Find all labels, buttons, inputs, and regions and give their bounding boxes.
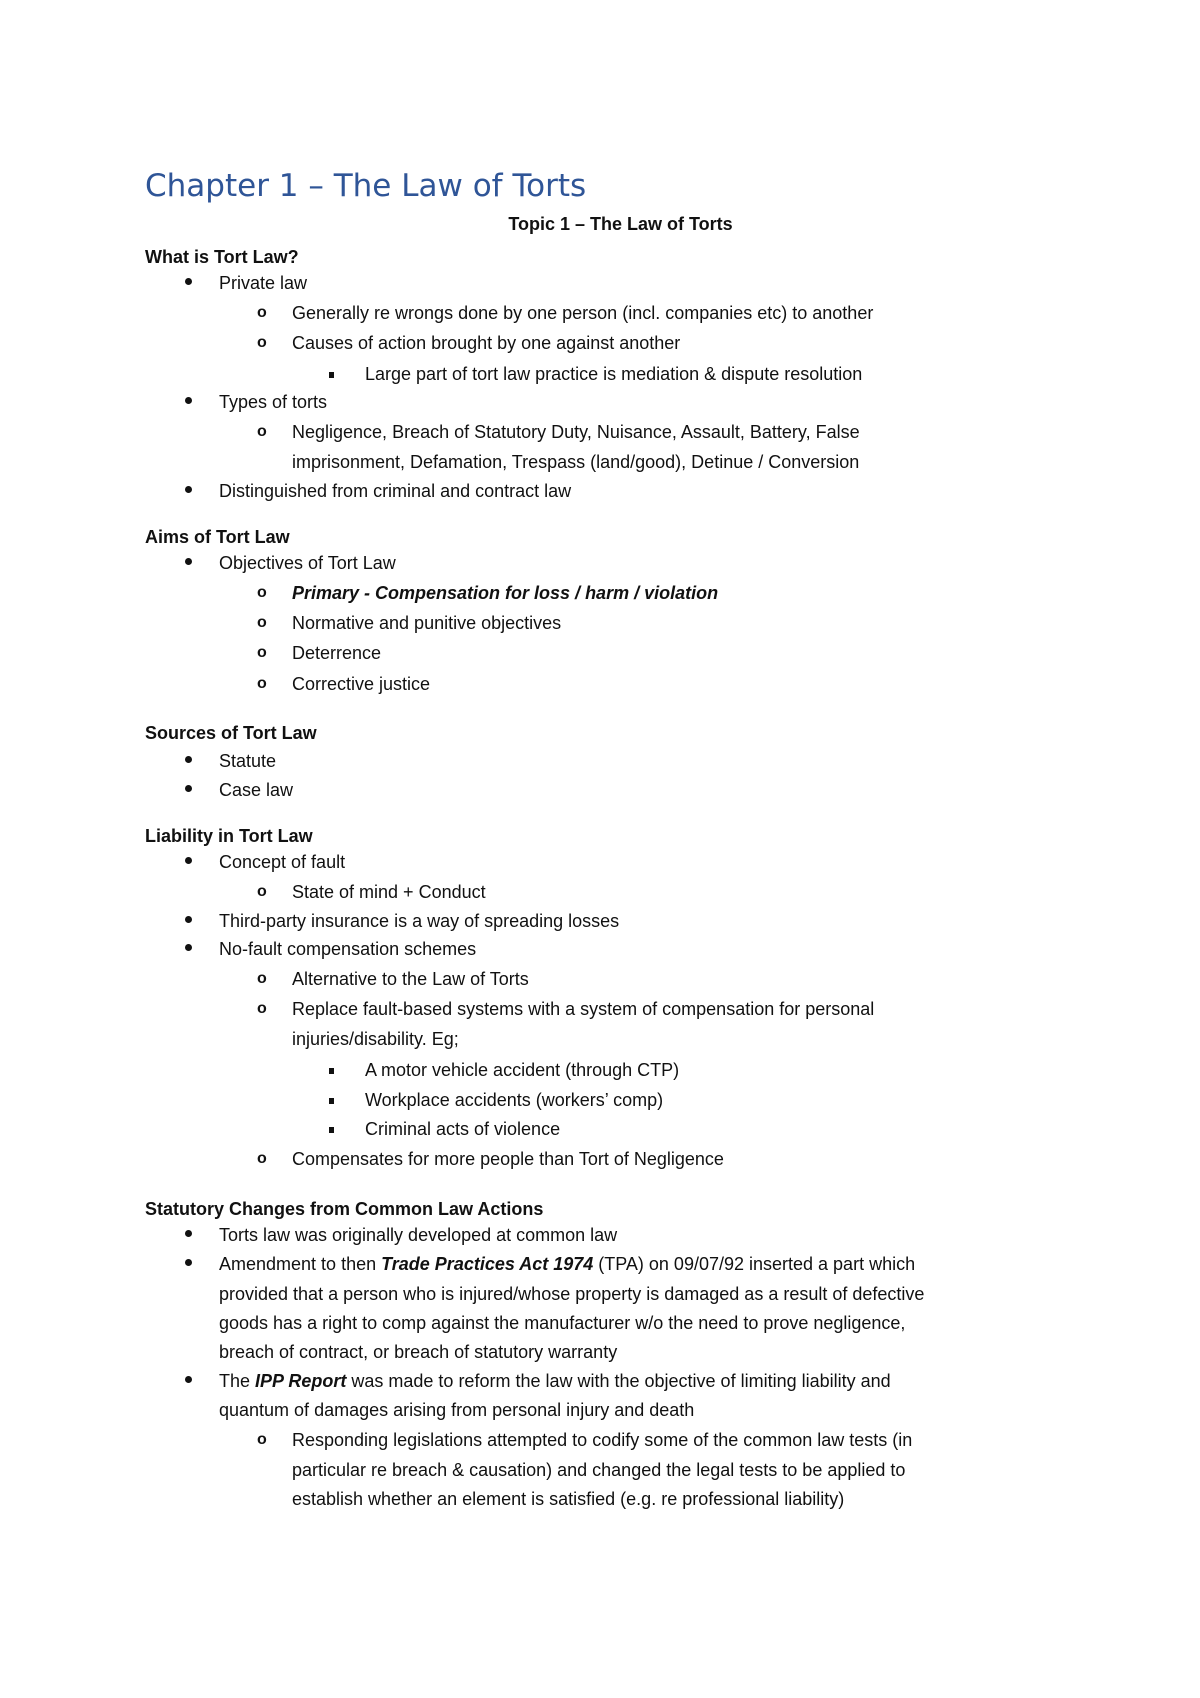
list-item: No-fault compensation schemes: [219, 939, 477, 959]
list-item: Criminal acts of violence: [365, 1119, 561, 1139]
list-item-continuation: breach of contract, or breach of statutory warranty: [219, 1342, 618, 1362]
list-item: Case law: [219, 780, 294, 800]
list-item: Torts law was originally developed at common law: [219, 1225, 618, 1245]
list-item: [219, 1252, 915, 1276]
list-item-emphasis: Primary - Compensation for loss / harm / violation: [292, 583, 719, 603]
bullet-dot-icon: [185, 944, 192, 951]
topic-subtitle: Topic 1 – The Law of Torts: [508, 214, 733, 234]
list-item: Corrective justice: [292, 674, 431, 694]
list-item: [219, 1369, 891, 1393]
list-item: State of mind + Conduct: [292, 882, 486, 902]
list-item: Replace fault-based systems with a system of compensation for personal: [292, 999, 875, 1019]
text-run: was made to reform the law with the objective of limiting liability and: [346, 1371, 891, 1391]
list-item-continuation: imprisonment, Defamation, Trespass (land/good), Detinue / Conversion: [292, 452, 860, 472]
bullet-circle-icon: o: [257, 675, 267, 692]
bullet-circle-icon: o: [257, 584, 267, 601]
bullet-square-icon: [329, 1127, 334, 1133]
list-item: Deterrence: [292, 643, 382, 663]
bullet-circle-icon: o: [257, 1431, 267, 1448]
bullet-dot-icon: [185, 486, 192, 493]
list-item: Normative and punitive objectives: [292, 613, 562, 633]
list-item-continuation: provided that a person who is injured/whose property is damaged as a result of defective: [219, 1284, 925, 1304]
list-item: Compensates for more people than Tort of Negligence: [292, 1149, 724, 1169]
list-item: Third-party insurance is a way of spreading losses: [219, 911, 620, 931]
bullet-circle-icon: o: [257, 614, 267, 631]
list-item: Negligence, Breach of Statutory Duty, Nuisance, Assault, Battery, False: [292, 422, 860, 442]
list-item-continuation: establish whether an element is satisfied (e.g. re professional liability): [292, 1489, 845, 1509]
bullet-dot-icon: [185, 785, 192, 792]
list-item: Alternative to the Law of Torts: [292, 969, 529, 989]
heading-sources-of-tort-law: Sources of Tort Law: [145, 723, 317, 743]
heading-liability-in-tort-law: Liability in Tort Law: [145, 826, 313, 846]
list-item: Responding legislations attempted to codify some of the common law tests (in: [292, 1430, 913, 1450]
bullet-dot-icon: [185, 916, 192, 923]
list-item: Large part of tort law practice is mediation & dispute resolution: [365, 364, 863, 384]
act-name: Trade Practices Act 1974: [381, 1254, 594, 1274]
bullet-circle-icon: o: [257, 1150, 267, 1167]
text-run: (TPA) on 09/07/92 inserted a part which: [593, 1254, 916, 1274]
bullet-dot-icon: [185, 756, 192, 763]
bullet-dot-icon: [185, 1259, 192, 1266]
bullet-square-icon: [329, 1098, 334, 1104]
bullet-dot-icon: [185, 278, 192, 285]
bullet-circle-icon: o: [257, 1000, 267, 1017]
bullet-circle-icon: o: [257, 644, 267, 661]
bullet-circle-icon: o: [257, 304, 267, 321]
bullet-dot-icon: [185, 1376, 192, 1383]
list-item: Distinguished from criminal and contract law: [219, 481, 572, 501]
list-item: Statute: [219, 751, 277, 771]
text-run: The: [219, 1371, 256, 1391]
list-item-continuation: particular re breach & causation) and changed the legal tests to be applied to: [292, 1460, 906, 1480]
list-item: Generally re wrongs done by one person (incl. companies etc) to another: [292, 303, 874, 323]
bullet-dot-icon: [185, 397, 192, 404]
heading-statutory-changes: Statutory Changes from Common Law Actions: [145, 1199, 544, 1219]
list-item: A motor vehicle accident (through CTP): [365, 1060, 680, 1080]
heading-what-is-tort-law: What is Tort Law?: [145, 247, 299, 267]
list-item: Types of torts: [219, 392, 328, 412]
list-item-continuation: goods has a right to comp against the manufacturer w/o the need to prove negligence,: [219, 1313, 906, 1333]
text-run: Amendment to then: [219, 1254, 382, 1274]
list-item-continuation: injuries/disability. Eg;: [292, 1029, 459, 1049]
list-item: Causes of action brought by one against another: [292, 333, 681, 353]
bullet-circle-icon: o: [257, 883, 267, 900]
bullet-circle-icon: o: [257, 423, 267, 440]
bullet-dot-icon: [185, 1230, 192, 1237]
heading-aims-of-tort-law: Aims of Tort Law: [145, 527, 290, 547]
list-item: Concept of fault: [219, 852, 346, 872]
report-name: IPP Report: [255, 1371, 347, 1391]
bullet-circle-icon: o: [257, 334, 267, 351]
chapter-title: Chapter 1 – The Law of Torts: [145, 168, 587, 204]
list-item-continuation: quantum of damages arising from personal injury and death: [219, 1400, 695, 1420]
bullet-square-icon: [329, 1068, 334, 1074]
bullet-circle-icon: o: [257, 970, 267, 987]
bullet-dot-icon: [185, 857, 192, 864]
bullet-square-icon: [329, 372, 334, 378]
list-item: Workplace accidents (workers’ comp): [365, 1090, 664, 1110]
list-item: Private law: [219, 273, 308, 293]
list-item: Objectives of Tort Law: [219, 553, 396, 573]
bullet-dot-icon: [185, 558, 192, 565]
